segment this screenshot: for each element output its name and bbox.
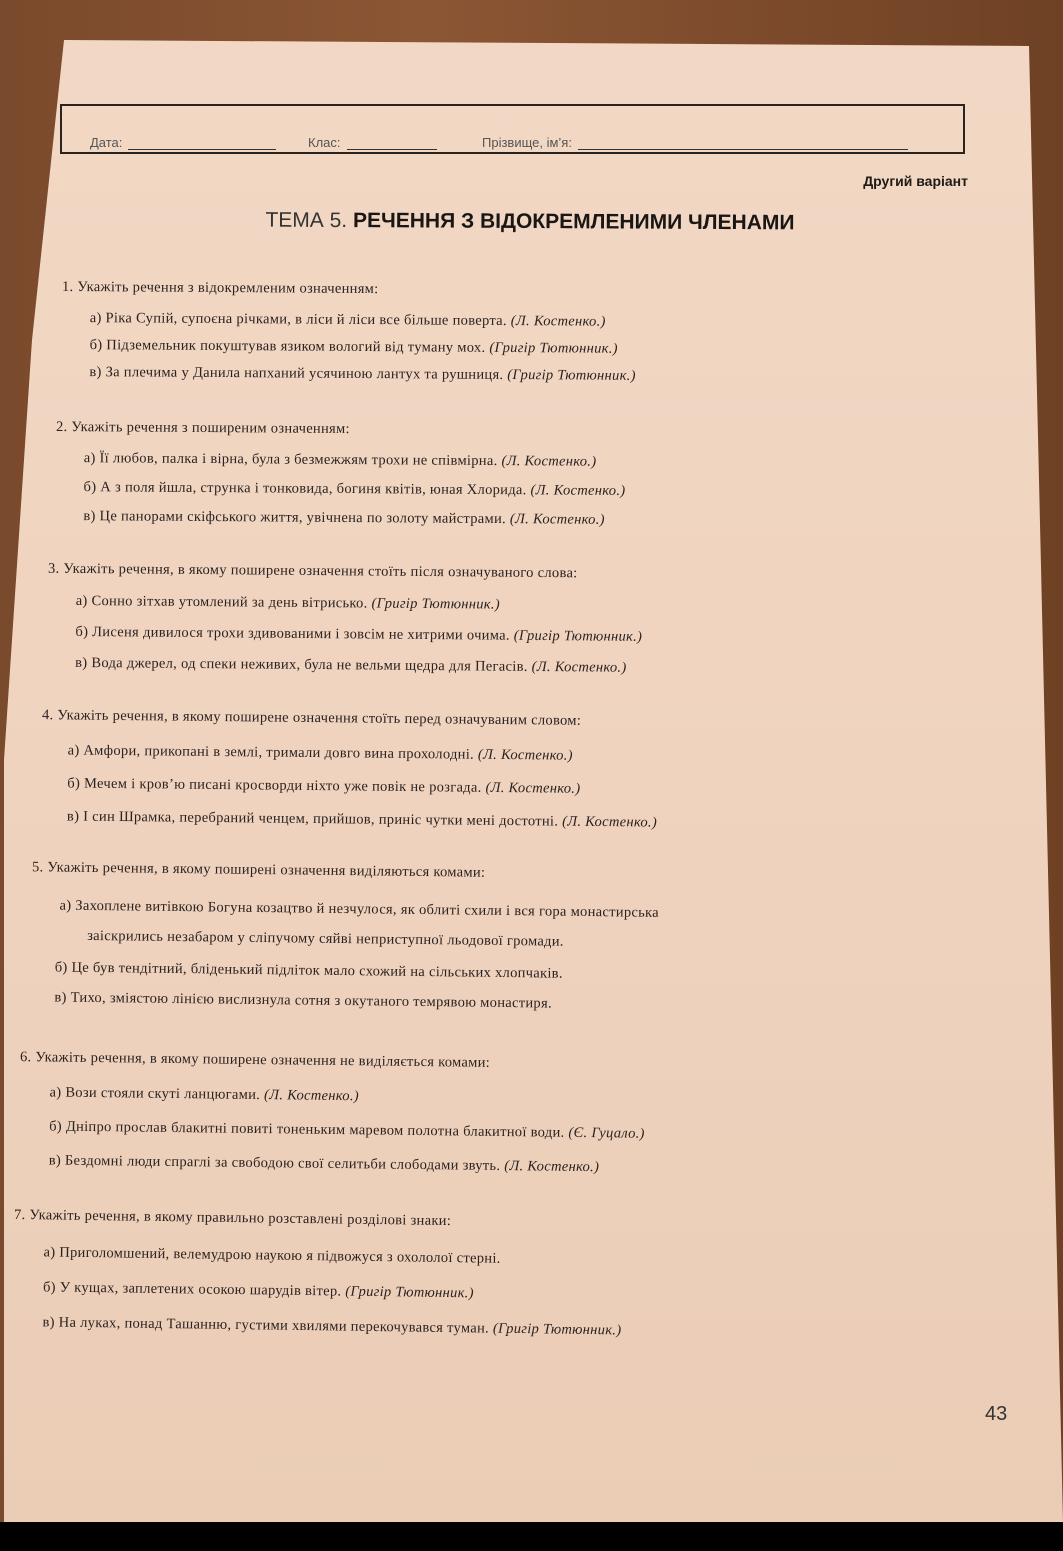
option-c[interactable]: в) На луках, понад Ташанню, густими хвилями перекочувався туман. (Григір Тютюнник.) (42, 1314, 622, 1339)
option-a[interactable]: а) Вози стояли скуті ланцюгами. (Л. Костенко.) (49, 1084, 360, 1105)
option-b[interactable]: б) У кущах, заплетених осокою шарудів вітер. (Григір Тютюнник.) (42, 1279, 474, 1302)
date-field[interactable] (90, 135, 276, 150)
title-main: РЕЧЕННЯ З ВІДОКРЕМЛЕНИМИ ЧЛЕНАМИ (352, 209, 795, 235)
option-c[interactable]: в) І син Шрамка, перебраний ченцем, прийшов, приніс чутки мені достотні. (Л. Костенко.) (66, 808, 658, 831)
question-text: 5. Укажіть речення, в якому поширені означення виділяються комами: (31, 859, 486, 881)
question-text: 3. Укажіть речення, в якому поширене означення стоїть після означуваного слова: (47, 560, 578, 582)
name-label: Прізвище, ім’я: (482, 135, 572, 150)
date-label: Дата: (90, 135, 123, 150)
option-a[interactable]: а) Амфори, прикопані в землі, тримали довго вина прохолодні. (Л. Костенко.) (67, 742, 573, 764)
bottom-bar (0, 1522, 1063, 1551)
option-c[interactable]: в) Бездомні люди спраглі за свободою свої селитьби слободами звуть. (Л. Костенко.) (48, 1152, 600, 1176)
title-prefix: ТЕМА 5. (265, 208, 354, 233)
class-field[interactable] (308, 135, 437, 150)
option-a[interactable]: а) Ріка Супій, супоєна річками, в ліси й ліси все більше поверта. (Л. Костенко.) (89, 310, 606, 330)
option-a[interactable]: а) Її любов, палка і вірна, була з безмежжям трохи не співмірна. (Л. Костенко.) (83, 450, 597, 470)
page-title (150, 208, 910, 236)
question-text: 7. Укажіть речення, в якому правильно розставлені розділові знаки: (13, 1206, 452, 1230)
option-b[interactable]: б) Підземельник покуштував язиком вологий від туману мох. (Григір Тютюнник.) (89, 337, 618, 357)
question-text: 6. Укажіть речення, в якому поширене означення не виділяється комами: (19, 1049, 491, 1071)
class-label: Клас: (308, 135, 341, 150)
option-c[interactable]: в) Вода джерел, од спеки неживих, була не вельми щедра для Пегасів. (Л. Костенко.) (75, 654, 627, 676)
option-b[interactable]: б) А з поля йшла, струнка і тонковида, богиня квітів, юная Хлорида. (Л. Костенко.) (83, 479, 626, 499)
variant-label: Другий варіант (863, 173, 968, 189)
question-2 (55, 418, 626, 528)
student-info-box (60, 104, 965, 154)
page-number: 43 (985, 1403, 1008, 1425)
question-text: 2. Укажіть речення з поширеним означенням: (55, 418, 350, 438)
question-text: 1. Укажіть речення з відокремленим означенням: (61, 278, 379, 298)
question-text: 4. Укажіть речення, в якому поширене означення стоїть перед означуваним словом: (41, 707, 582, 729)
question-1 (61, 278, 636, 384)
option-b[interactable]: б) Мечем і кров’ю писані кросворди ніхто уже повік не розгада. (Л. Костенко.) (67, 775, 581, 797)
option-b[interactable]: б) Це був тендітний, бліденький підліток мало схожий на сільських хлопчаків. (54, 959, 563, 982)
option-c[interactable]: в) За плечима у Данила напханий усячиною лантух та рушниця. (Григір Тютюнник.) (89, 364, 636, 384)
option-a-continued: заіскрились незабаром у сліпучому сяйві неприступної льодової громади. (87, 927, 564, 950)
option-c[interactable]: в) Тихо, зміястою лінією вислизнула сотня з окутаного темрявою монастиря. (54, 989, 553, 1012)
option-a[interactable]: а) Сонно зітхав утомлений за день вітрисько. (Григір Тютюнник.) (75, 592, 501, 613)
option-b[interactable]: б) Дніпро прослав блакитні повиті тоненьким маревом полотна блакитної води. (Є. Гуцало.) (49, 1118, 645, 1142)
option-a[interactable]: а) Захоплене витівкою Богуна козацтво й незчулося, як облиті схили і вся гора монастирська (59, 897, 660, 921)
option-c[interactable]: в) Це панорами скіфського життя, увічнена по золоту майстрами. (Л. Костенко.) (83, 508, 605, 528)
option-a[interactable]: а) Приголомшений, велемудрою наукою я підвожуся з охололої стерні. (43, 1244, 501, 1267)
option-b[interactable]: б) Лисеня дивилося трохи здивованими і зовсім не хитрими очима. (Григір Тютюнник.) (75, 623, 643, 645)
name-field[interactable] (482, 135, 908, 150)
